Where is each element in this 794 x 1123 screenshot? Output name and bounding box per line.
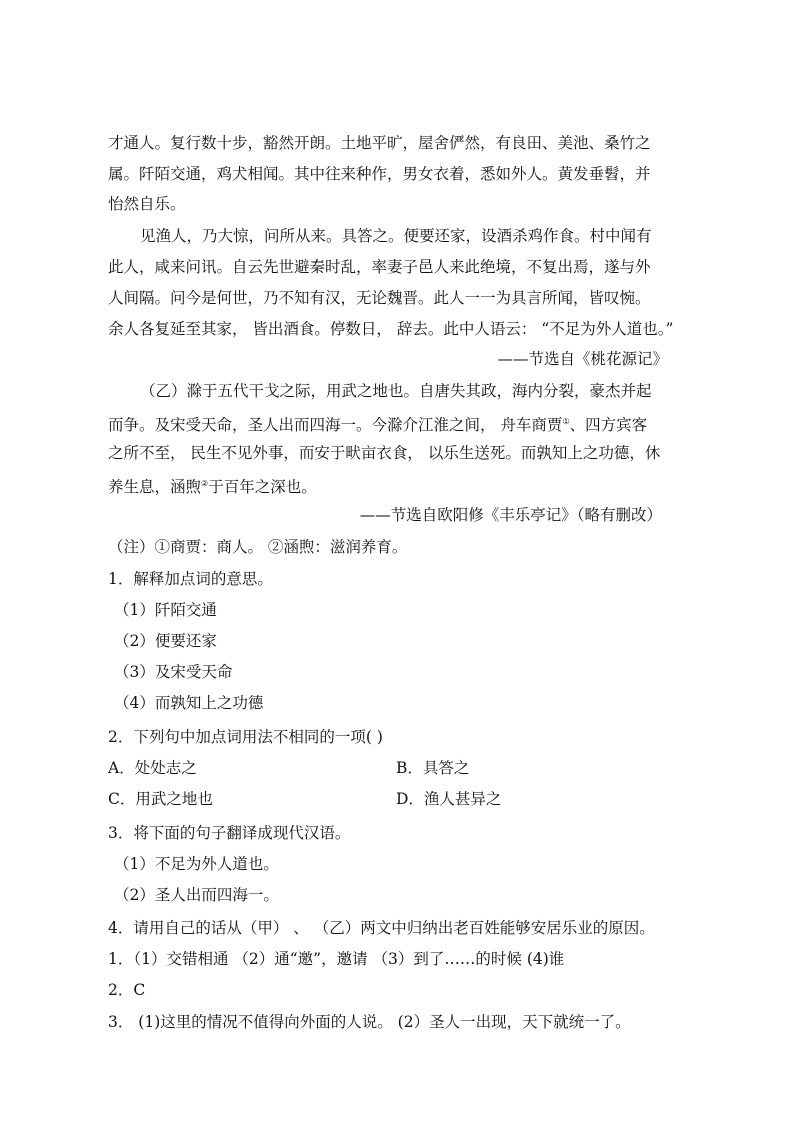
passage-yi-line: （乙）滁于五代干戈之际，用武之地也。自唐失其政，海内分裂，豪杰并起: [140, 382, 652, 400]
passage-yi-line: [108, 412, 794, 435]
passage-yi-text: 养生息，涵煦: [108, 478, 202, 497]
question-2-option: B．具答之: [396, 759, 470, 777]
passage-yi-text: 而争。及宋受天命，圣人出而四海一。今滁介江淮之间， 舟车商贾: [108, 416, 563, 435]
question-2-option: D．渔人甚异之: [396, 790, 502, 808]
footnotes: （注）①商贾：商人。 ②涵煦：滋润养育。: [108, 538, 408, 556]
question-2-option: A．处处志之: [108, 759, 197, 777]
passage-yi-text: 、四方宾客: [569, 416, 648, 435]
footnote-marker: ②: [201, 479, 209, 488]
answer-line: 3． (1)这里的情况不值得向外面的人说。 (2）圣人一出现，天下就统一了。: [108, 1013, 631, 1031]
question-2-option: C．用武之地也: [108, 790, 213, 808]
question-1-item: （3）及宋受天命: [114, 663, 233, 681]
question-3-item: （2）圣人出而四海一。: [114, 886, 279, 904]
question-3-stem: 3．将下面的句子翻译成现代汉语。: [108, 824, 351, 842]
passage-jia-line: 见渔人，乃大惊，问所从来。具答之。便要还家，设酒杀鸡作食。村中闻有: [140, 227, 652, 245]
passage-jia-line: 怡然自乐。: [108, 195, 186, 213]
answer-line: 2．C: [108, 981, 146, 999]
passage-jia-line: 属。阡陌交通，鸡犬相闻。其中往来种作，男女衣着，悉如外人。黄发垂髫，并: [108, 165, 651, 183]
footnote-marker: ①: [562, 417, 570, 426]
passage-jia-line: 余人各复延至其家， 皆出酒食。停数日， 辞去。此中人语云： “不足为外人道也。”: [108, 320, 674, 338]
answer-line: 1．（1）交错相通 （2）通“邀”，邀请 （3）到了……的时候 (4)谁: [108, 950, 565, 968]
question-3-item: （1）不足为外人道也。: [114, 855, 279, 873]
passage-yi-line: [108, 474, 794, 497]
question-4-stem: 4．请用自己的话从（甲） 、 （乙）两文中归纳出老百姓能够安居乐业的原因。: [108, 919, 655, 937]
question-1-item: （2）便要还家: [114, 632, 217, 650]
question-1-item: （1）阡陌交通: [114, 601, 217, 619]
passage-yi-text: 于百年之深也。: [208, 478, 317, 497]
question-2-stem: 2．下列句中加点词用法不相同的一项( ): [108, 728, 383, 746]
passage-yi-line: 之所不至， 民生不见外事，而安于畎亩衣食， 以乐生送死。而孰知上之功德，休: [108, 444, 661, 462]
passage-yi-source: ——节选自欧阳修《丰乐亭记》（略有删改）: [359, 506, 662, 524]
passage-jia-source: ——节选自《桃花源记》: [497, 350, 668, 368]
question-1-item: （4）而孰知上之功德: [114, 694, 264, 712]
question-1-stem: 1．解释加点词的意思。: [108, 570, 273, 588]
passage-jia-line: 人间隔。问今是何世，乃不知有汉，无论魏晋。此人一一为具言所闻，皆叹惋。: [108, 289, 651, 307]
passage-jia-line: 才通人。复行数十步，豁然开朗。土地平旷，屋舍俨然，有良田、美池、桑竹之: [108, 134, 651, 152]
passage-jia-line: 此人，咸来问讯。自云先世避秦时乱，率妻子邑人来此绝境，不复出焉，遂与外: [108, 258, 651, 276]
